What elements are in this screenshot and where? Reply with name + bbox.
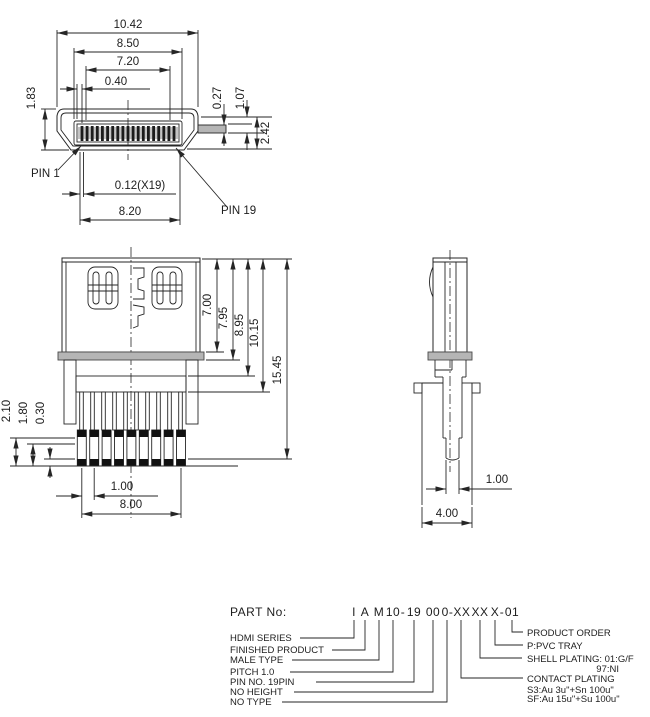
dim-base-height: 8.95	[234, 313, 246, 337]
dim-slot-width: 7.20	[116, 56, 140, 68]
side-view	[414, 250, 512, 528]
dim-leg-mid: 1.80	[18, 401, 30, 425]
dim-wafer-height: 10.15	[249, 318, 261, 348]
label-hdmi-series: HDMI SERIES	[230, 633, 292, 644]
stamped-window-left	[88, 267, 118, 309]
code-segment: 10	[385, 605, 401, 619]
label-male-type: MALE TYPE	[230, 655, 284, 666]
label-no-height: NO HEIGHT	[230, 687, 283, 698]
label-contact-s3: S3:Au 3u"+Sn 100u"	[527, 685, 614, 696]
dim-side-pin-width: 1.00	[485, 474, 509, 486]
label-shell-plating-2: 97:NI	[596, 664, 619, 675]
dim-shell-width: 8.50	[116, 38, 140, 50]
side-tab	[198, 125, 226, 133]
code-segment: -	[400, 605, 406, 619]
code-leader-lines	[282, 620, 523, 702]
front-leg-row	[77, 430, 185, 466]
label-pin-no: PIN NO. 19PIN	[230, 677, 295, 688]
front-right-dimensions	[202, 259, 287, 459]
part-no-code	[352, 605, 519, 619]
dim-total-height: 15.45	[272, 355, 284, 385]
part-no-label: PART No:	[230, 605, 287, 619]
dim-pin-row-span: 8.20	[118, 206, 142, 218]
code-segment: XX	[471, 605, 489, 619]
code-left-labels	[230, 633, 324, 708]
code-segment: 01	[504, 605, 520, 619]
code-segment: A	[360, 605, 370, 619]
label-finished-product: FINISHED PRODUCT	[230, 645, 324, 656]
center-notch-lower	[133, 305, 144, 328]
dim-opening-height: 2.42	[260, 121, 272, 145]
label-no-type: NO TYPE	[230, 697, 272, 708]
dim-side-body-width: 4.00	[435, 508, 459, 520]
left-post	[64, 360, 76, 424]
label-pvc-tray: P:PVC TRAY	[527, 641, 583, 652]
dim-leg-tip: 0.30	[35, 401, 47, 425]
front-view	[1, 247, 292, 518]
dim-pin1-offset: 0.40	[104, 76, 128, 88]
top-view	[26, 19, 272, 225]
front-left-extensions	[10, 438, 75, 466]
center-notch-upper	[133, 268, 144, 299]
side-lower-body	[414, 360, 480, 505]
dim-tab-thickness: 0.27	[212, 86, 224, 110]
part-number-section	[230, 605, 634, 708]
dim-leg-span: 8.00	[119, 499, 143, 511]
code-segment: I	[352, 605, 356, 619]
front-bottom-dimensions	[56, 481, 181, 514]
dim-leg-pitch: 1.00	[110, 481, 134, 493]
dim-shell-height: 1.83	[26, 86, 38, 110]
pin1-label: PIN 1	[31, 168, 60, 180]
code-segment: -	[499, 605, 505, 619]
label-product-order: PRODUCT ORDER	[527, 628, 611, 639]
code-segment: X	[490, 605, 500, 619]
code-segment: 19	[406, 605, 422, 619]
code-segment: M	[373, 605, 385, 619]
code-right-labels	[527, 628, 634, 705]
top-dimensions	[26, 19, 272, 220]
dim-tongue-thickness: 1.07	[235, 86, 247, 110]
front-band	[58, 352, 204, 360]
side-band	[428, 352, 472, 360]
label-contact-sf: SF:Au 15u"+Su 100u"	[527, 694, 620, 705]
dim-overall-width: 10.42	[113, 19, 143, 31]
stamped-window-right	[152, 267, 182, 309]
code-segment: 00	[425, 605, 441, 619]
label-contact-plating: CONTACT PLATING	[527, 674, 615, 685]
side-bulge	[430, 267, 434, 297]
label-shell-plating: SHELL PLATING: 01:G/F	[527, 654, 634, 665]
pin19-label: PIN 19	[221, 205, 257, 217]
code-segment: 0-XX	[441, 605, 471, 619]
dim-shell-height: 7.00	[202, 293, 214, 317]
label-pitch: PITCH 1.0	[230, 667, 275, 678]
side-dimensions	[422, 474, 512, 523]
dim-pin-width: 0.12(X19)	[114, 180, 166, 192]
dim-leg-total: 2.10	[1, 399, 13, 423]
dim-band-height: 7.95	[218, 306, 230, 330]
